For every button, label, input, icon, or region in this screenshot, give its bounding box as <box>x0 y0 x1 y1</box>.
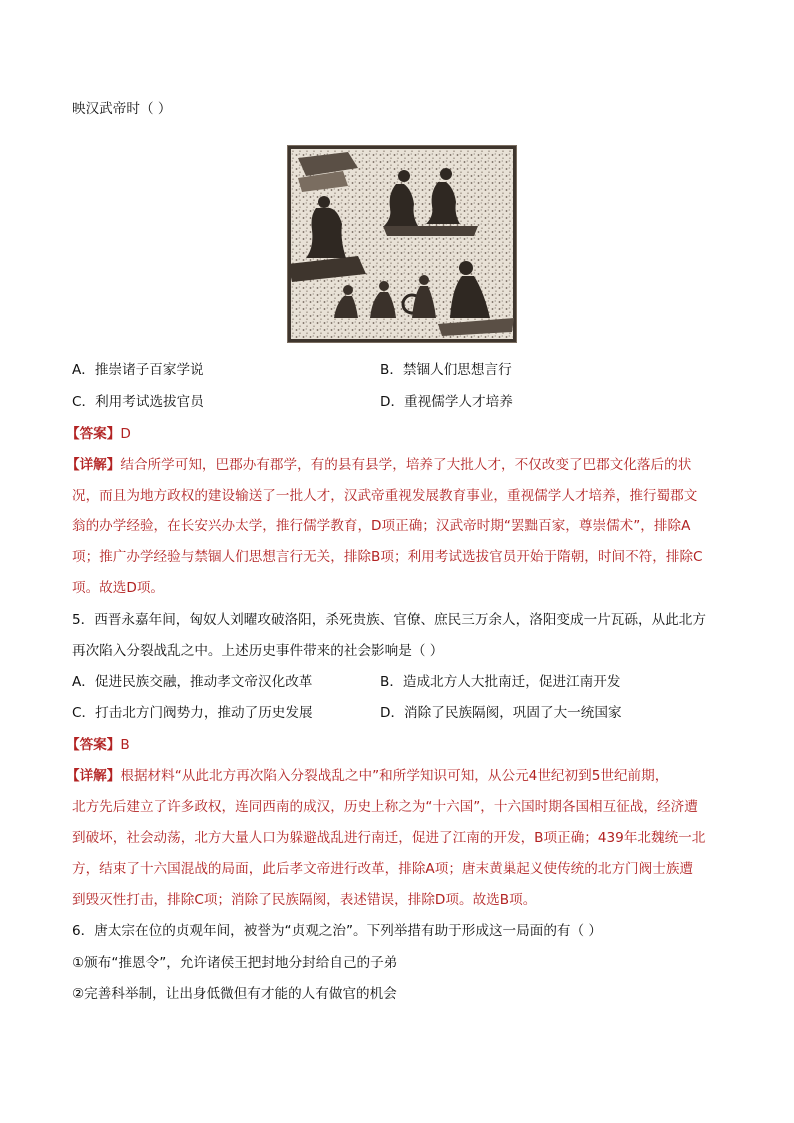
q4-detail-line-2: 况，而且为地方政权的建设输送了一批人才，汉武帝重视发展教育事业，重视儒学人才培养，推行蜀郡文 <box>72 488 698 504</box>
q5-option-b: B．造成北方人大批南迁，促进江南开发 <box>380 674 621 690</box>
q4-detail-line-5: 项。故选D项。 <box>72 580 165 596</box>
q5-answer <box>66 736 716 755</box>
q5-detail-line-5: 到毁灭性打击，排除C项；消除了民族隔阂，表述错误，排除D项。故选B项。 <box>72 892 537 908</box>
q4-answer <box>66 425 716 444</box>
relief-rubbing-image <box>287 145 517 343</box>
q5-option-d: D．消除了民族隔阂，巩固了大一统国家 <box>380 705 622 721</box>
q4-detail-tag: 【详解】 <box>66 457 121 473</box>
q4-detail-line-3: 翁的办学经验，在长安兴办太学，推行儒学教育，D项正确；汉武帝时期“罢黜百家，尊崇儒术”，排除A <box>72 518 691 534</box>
q4-answer-value: D <box>120 426 131 442</box>
q5-detail-text-1: 根据材料“从此北方再次陷入分裂战乱之中”和所学知识可知，从公元4世纪初到5世纪前期， <box>120 768 669 784</box>
q4-option-b: B．禁锢人们思想言行 <box>380 362 512 378</box>
q5-stem-line-1: 5．西晋永嘉年间，匈奴人刘曜攻破洛阳，杀死贵族、官僚、庶民三万余人，洛阳变成一片瓦砾，从此北方 <box>72 612 706 628</box>
q5-answer-tag: 【答案】 <box>66 737 121 753</box>
q5-detail-line-4: 方，结束了十六国混战的局面，此后孝文帝进行改革，排除A项；唐末黄巢起义使传统的北方门阀士族遭 <box>72 861 694 877</box>
q4-option-c: C．利用考试选拔官员 <box>72 394 204 410</box>
q5-detail-line-1 <box>66 767 716 786</box>
q5-option-c: C．打击北方门阀势力，推动了历史发展 <box>72 705 313 721</box>
q4-option-a: A．推崇诸子百家学说 <box>72 362 204 378</box>
q4-detail-text-1: 结合所学可知，巴郡办有郡学，有的县有县学，培养了大批人才，不仅改变了巴郡文化落后的状 <box>120 457 692 473</box>
q5-detail-line-2: 北方先后建立了许多政权，连同西南的成汉，历史上称之为“十六国”，十六国时期各国相互征战，经济遭 <box>72 799 698 815</box>
q6-stem: 6．唐太宗在位的贞观年间，被誉为“贞观之治”。下列举措有助于形成这一局面的有（ ） <box>72 923 603 939</box>
q5-option-a: A．促进民族交融，推动孝文帝汉化改革 <box>72 674 313 690</box>
q4-stem-tail: 映汉武帝时（ ） <box>72 101 172 117</box>
q6-item-2: ②完善科举制，让出身低微但有才能的人有做官的机会 <box>72 986 397 1002</box>
q5-answer-value: B <box>120 737 130 753</box>
q5-stem-line-2: 再次陷入分裂战乱之中。上述历史事件带来的社会影响是（ ） <box>72 643 444 659</box>
q5-detail-tag: 【详解】 <box>66 768 121 784</box>
q4-detail-line-1 <box>66 456 716 475</box>
q4-detail-line-4: 项；推广办学经验与禁锢人们思想言行无关，排除B项；利用考试选拔官员开始于隋朝，时间不符，排除C <box>72 549 703 565</box>
q4-answer-tag: 【答案】 <box>66 426 121 442</box>
q5-detail-line-3: 到破坏，社会动荡，北方大量人口为躲避战乱进行南迁，促进了江南的开发，B项正确；439年北魏统一北 <box>72 830 706 846</box>
q6-item-1: ①颁布“推恩令”，允许诸侯王把封地分封给自己的子弟 <box>72 955 398 971</box>
q4-option-d: D．重视儒学人才培养 <box>380 394 513 410</box>
